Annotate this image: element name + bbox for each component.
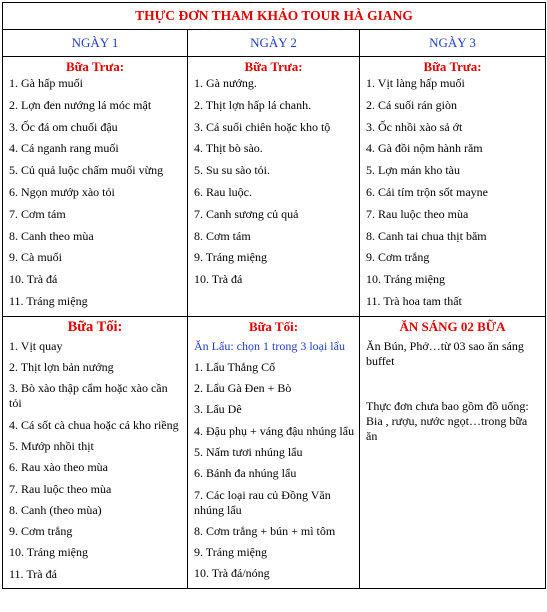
menu-item: 6. Cải tím trộn sốt mayne: [366, 184, 488, 199]
menu-item: 5. Lợn mán kho tàu: [366, 163, 460, 178]
menu-item: 4. Gà đồi nộm hành răm: [366, 141, 483, 156]
menu-item: 11. Tráng miệng: [9, 293, 88, 308]
menu-item: 8. Canh (theo mùa): [9, 502, 102, 517]
day-1-dinner-cell: [3, 316, 188, 588]
menu-item: 3. Bò xào thập cẩm hoặc xào cần tỏi: [9, 381, 168, 411]
day-1-header: NGÀY 1: [3, 30, 188, 57]
lunch-heading: Bữa Trưa:: [244, 59, 303, 74]
menu-item: 6. Ngọn mướp xào tỏi: [9, 184, 115, 199]
hotpot-choice-note: Ăn Lẩu: chọn 1 trong 3 loại lẩu: [194, 338, 345, 353]
menu-item: 2. Lẩu Gà Đen + Bò: [194, 381, 292, 396]
menu-item: 7. Cơm tám: [9, 206, 66, 221]
menu-title: THỰC ĐƠN THAM KHẢO TOUR HÀ GIANG: [3, 3, 546, 30]
menu-item: 4. Cá nganh rang muối: [9, 141, 119, 156]
menu-item: 11. Trà đá: [9, 566, 57, 581]
day-3-lunch-list: [360, 76, 545, 309]
menu-item: 11. Trà hoa tam thất: [366, 293, 462, 308]
menu-item: 8. Cơm tám: [194, 228, 251, 243]
day-2-lunch-cell: [188, 57, 360, 317]
menu-table: [2, 2, 546, 589]
breakfast-text: Ăn Bún, Phở…từ 03 sao ăn sáng buffet: [366, 338, 524, 368]
menu-item: 1. Gà hấp muối: [9, 76, 83, 90]
menu-item: 9. Tráng miệng: [194, 250, 268, 265]
menu-item: 6. Rau luộc.: [194, 184, 252, 199]
dinner-heading: Bữa Tối:: [248, 318, 299, 334]
menu-item: 10. Trà đá/nóng: [194, 566, 270, 581]
menu-item: 6. Bánh đa nhúng lẩu: [194, 466, 297, 481]
menu-item: 5. Nấm tươi nhúng lẩu: [194, 444, 303, 459]
menu-item: 9. Cà muối: [9, 250, 62, 265]
menu-item: 1. Gà nướng.: [194, 76, 257, 90]
menu-item: 3. Ốc đá om chuối đậu: [9, 119, 118, 134]
menu-item: 2. Thịt lợn bản nướng: [9, 360, 114, 375]
menu-item: 9. Cơm trắng: [9, 524, 73, 539]
day-3-lunch-cell: [360, 57, 546, 317]
menu-item: 7. Canh sương củ quả: [194, 206, 299, 221]
menu-item: 8. Cơm trắng + bún + mì tôm: [194, 523, 336, 538]
menu-item: 4. Cá sốt cà chua hoặc cá kho riềng: [9, 417, 179, 432]
menu-item: 1. Lẩu Thắng Cố: [194, 359, 276, 374]
drinks-note: Thực đơn chưa bao gồm đồ uống: Bia , rượu, nước ngọt…trong bữa ăn: [366, 398, 529, 443]
menu-item: 2. Lợn đen nướng lá móc mật: [9, 97, 152, 112]
menu-item: 3. Ốc nhồi xào sả ớt: [366, 119, 463, 134]
menu-item: 9. Tráng miệng: [194, 545, 268, 560]
menu-item: 7. Rau luộc theo mùa: [9, 481, 112, 496]
lunch-heading: Bữa Trưa:: [423, 59, 482, 74]
day-1-lunch-cell: [3, 57, 188, 317]
day-2-lunch-list: [188, 76, 359, 287]
day-3-header: NGÀY 3: [360, 30, 546, 57]
menu-item: 10. Tráng miệng: [9, 545, 89, 560]
menu-item: 10. Trà đá: [9, 272, 58, 287]
day-2-header: NGÀY 2: [188, 30, 360, 57]
menu-item: 8. Canh tai chua thịt băm: [366, 228, 487, 243]
menu-item: 8. Canh theo mùa: [9, 228, 94, 243]
menu-item: 5. Củ quả luộc chấm muối vừng: [9, 163, 164, 178]
menu-item: 1. Vịt làng hấp muối: [366, 76, 465, 90]
menu-item: 10. Tráng miệng: [366, 272, 446, 287]
menu-item: 3. Cá suối chiên hoặc kho tộ: [194, 119, 331, 134]
lunch-heading: Bữa Trưa:: [65, 59, 125, 74]
menu-item: 1. Vịt quay: [9, 338, 63, 353]
menu-item: 2. Thịt lợn hấp lá chanh.: [194, 97, 312, 112]
menu-item: 9. Cơm trắng: [366, 250, 430, 265]
menu-item: 6. Rau xào theo mùa: [9, 460, 108, 475]
menu-item: 10. Trà đá: [194, 272, 243, 287]
menu-item: 7. Các loại rau củ Đồng Văn nhúng lẩu: [194, 487, 331, 517]
day-1-lunch-list: [3, 76, 187, 309]
menu-item: 7. Rau luộc theo mùa: [366, 206, 469, 221]
day-3-breakfast-cell: [360, 316, 546, 588]
menu-item: 2. Cá suối rán giòn: [366, 97, 457, 112]
breakfast-heading: ĂN SÁNG 02 BỮA: [399, 318, 506, 334]
menu-item: 4. Thịt bò sào.: [194, 141, 263, 156]
dinner-heading: Bữa Tối:: [67, 318, 123, 335]
day-2-dinner-list: [188, 360, 359, 582]
menu-item: 5. Mướp nhồi thịt: [9, 438, 94, 453]
menu-item: 4. Đậu phụ + váng đậu nhúng lẩu: [194, 423, 355, 438]
menu-item: 3. Lẩu Dê: [194, 402, 242, 417]
day-2-dinner-cell: [188, 316, 360, 588]
day-1-dinner-list: [3, 339, 187, 582]
menu-item: 5. Su su sào tỏi.: [194, 163, 271, 178]
